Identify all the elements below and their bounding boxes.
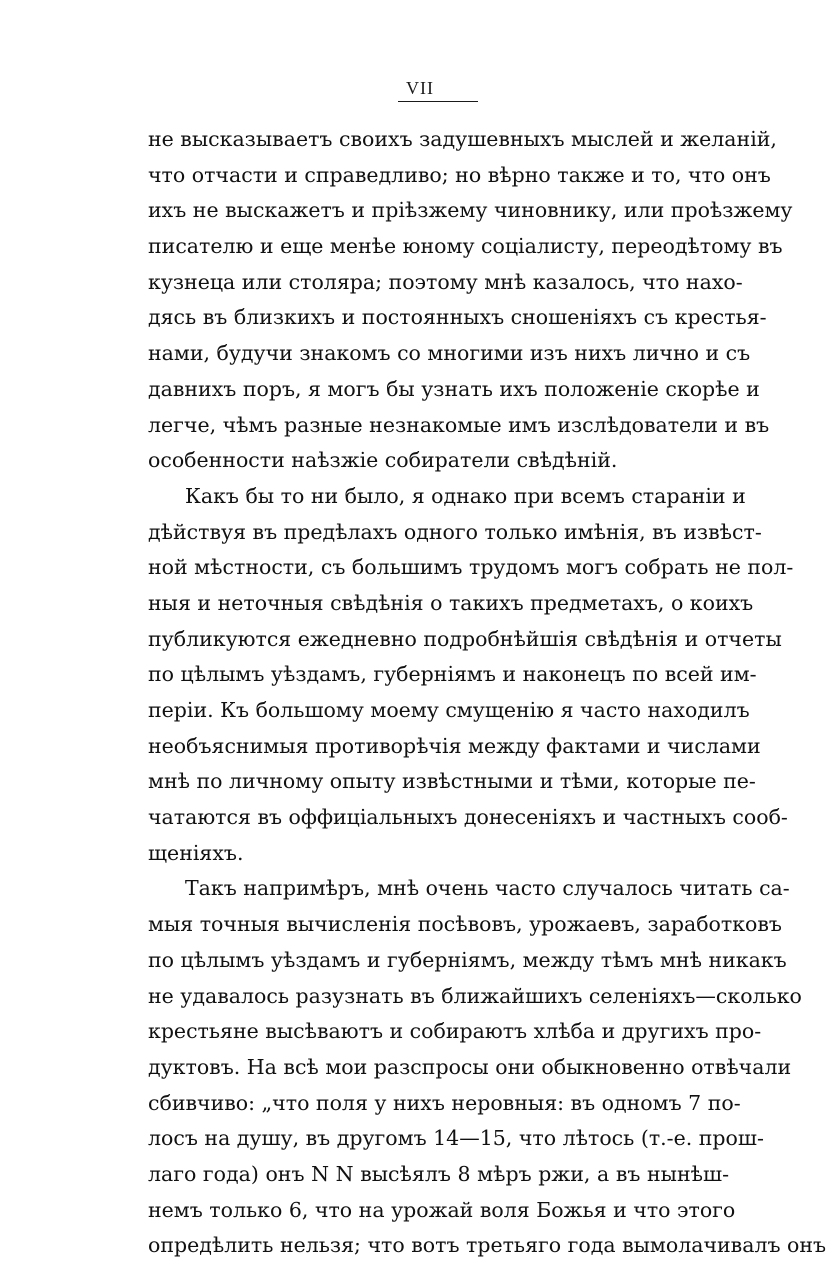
- paragraph-start-line: Такъ напримѣръ, мнѣ очень часто случалось читать са-: [185, 876, 790, 901]
- text-line: писателю и еще менѣе юному соціалисту, переодѣтому въ: [148, 234, 783, 259]
- text-line: дясь въ близкихъ и постоянныхъ сношеніяхъ съ крестья-: [148, 305, 767, 330]
- text-line: лосъ на душу, въ другомъ 14—15, что лѣтось (т.-е. прош-: [148, 1126, 764, 1151]
- text-line: дѣйствуя въ предѣлахъ одного только имѣнія, въ извѣст-: [148, 519, 762, 544]
- page-number-rule: [398, 101, 478, 102]
- text-line: публикуются ежедневно подробнѣйшія свѣдѣнія и отчеты: [148, 626, 782, 651]
- text-line: что отчасти и справедливо; но вѣрно также и то, что онъ: [148, 162, 771, 187]
- text-line: періи. Къ большому моему смущенію я часто находилъ: [148, 698, 750, 722]
- text-line: ихъ не выскажетъ и пріѣзжему чиновнику, или проѣзжему: [148, 198, 793, 223]
- text-line: не высказываетъ своихъ задушевныхъ мыслей и желаній,: [148, 127, 777, 151]
- text-line: по цѣлымъ уѣздамъ и губерніямъ, между тѣмъ мнѣ никакъ: [148, 947, 787, 972]
- text-line: легче, чѣмъ разные незнакомые имъ изслѣдователи и въ: [148, 412, 770, 437]
- text-line: немъ только 6, что на урожай воля Божья и что этого: [148, 1197, 736, 1222]
- page-number: VII: [406, 78, 434, 98]
- body-text: [148, 122, 827, 1264]
- paragraph-end-line: щеніяхъ.: [148, 840, 244, 865]
- text-line: кузнеца или столяра; поэтому мнѣ казалось, что нахо-: [148, 269, 743, 294]
- text-line: мыя точныя вычисленія посѣвовъ, урожаевъ, заработковъ: [148, 912, 782, 937]
- text-line: давнихъ поръ, я могъ бы узнать ихъ положеніе скорѣе и: [148, 376, 760, 401]
- text-line: крестьяне высѣваютъ и собираютъ хлѣба и другихъ про-: [148, 1019, 762, 1044]
- text-line: ной мѣстности, съ большимъ трудомъ могъ собрать не пол-: [148, 555, 794, 580]
- text-line: по цѣлымъ уѣздамъ, губерніямъ и наконецъ по всей им-: [148, 662, 757, 687]
- text-line: чатаются въ оффиціальныхъ донесеніяхъ и частныхъ сооб-: [148, 805, 788, 830]
- text-line: сбивчиво: „что поля у нихъ неровныя: въ одномъ 7 по-: [148, 1090, 741, 1115]
- text-line: опредѣлить нельзя; что вотъ третьяго года вымолачивалъ онъ: [148, 1233, 827, 1258]
- paragraph-start-line: Какъ бы то ни было, я однако при всемъ стараніи и: [185, 483, 746, 508]
- text-line: лаго года) онъ N N высѣялъ 8 мѣръ ржи, а въ нынѣш-: [148, 1161, 729, 1186]
- text-line: дуктовъ. На всѣ мои разспросы они обыкновенно отвѣчали: [148, 1054, 792, 1079]
- text-line: ныя и неточныя свѣдѣнія о такихъ предметахъ, о коихъ: [148, 590, 754, 615]
- text-line: необъяснимыя противорѣчія между фактами и числами: [148, 733, 761, 758]
- text-line: мнѣ по личному опыту извѣстными и тѣми, которые пе-: [148, 769, 756, 794]
- paragraph-end-line: особенности наѣзжіе собиратели свѣдѣній.: [148, 448, 618, 473]
- text-line: нами, будучи знакомъ со многими изъ нихъ лично и съ: [148, 341, 751, 366]
- text-line: не удавалось разузнать въ ближайшихъ селеніяхъ—сколько: [148, 983, 802, 1008]
